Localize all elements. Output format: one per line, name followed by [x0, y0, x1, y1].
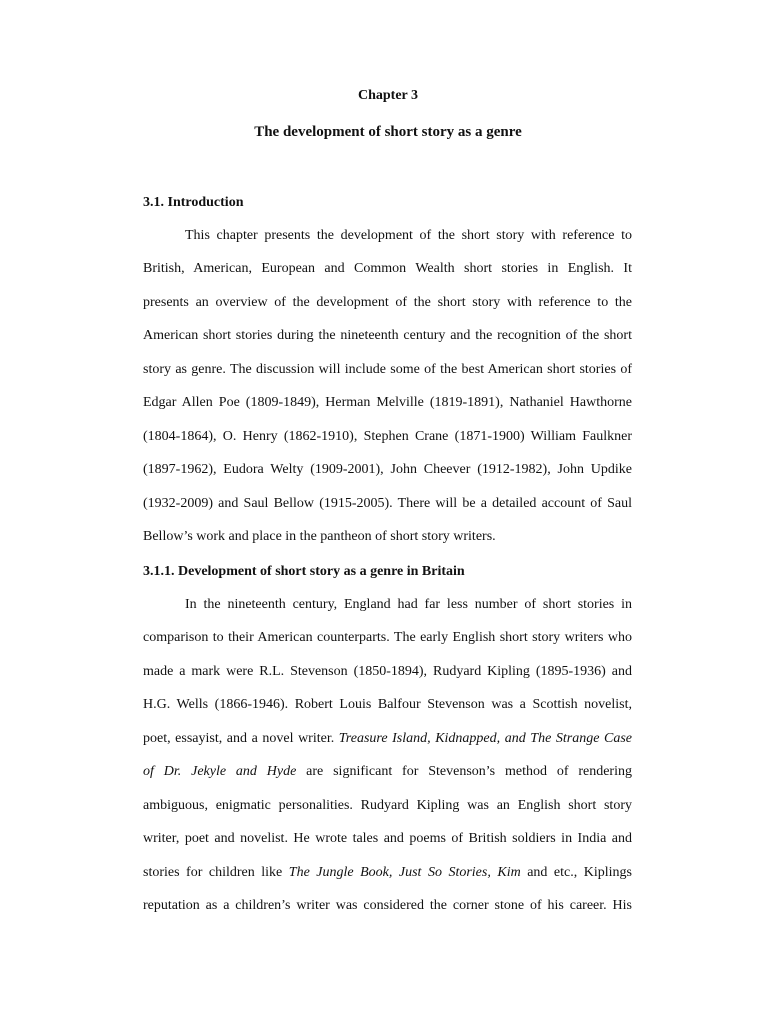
paragraph-line: (1932-2009) and Saul Bellow (1915-2005). There will be a detailed account of Saul: [143, 496, 632, 511]
paragraph-line: made a mark were R.L. Stevenson (1850-1894), Rudyard Kipling (1895-1936) and: [143, 664, 632, 679]
paragraph-line: (1804-1864), O. Henry (1862-1910), Stephen Crane (1871-1900) William Faulkner: [143, 429, 632, 444]
paragraph-line: comparison to their American counterparts. The early English short story writers who: [143, 630, 632, 645]
paragraph-line: [143, 863, 632, 883]
paragraph-line: [143, 762, 632, 782]
paragraph-line: story as genre. The discussion will include some of the best American short stories of: [143, 362, 632, 377]
paragraph-line: (1897-1962), Eudora Welty (1909-2001), John Cheever (1912-1982), John Updike: [143, 462, 632, 477]
section-heading-britain: 3.1.1. Development of short story as a genre in Britain: [143, 564, 465, 579]
paragraph-line: Bellow’s work and place in the pantheon of short story writers.: [143, 529, 496, 544]
paragraph-line: ambiguous, enigmatic personalities. Rudyard Kipling was an English short story: [143, 798, 632, 813]
line-text: are significant for Stevenson’s method of rendering: [296, 764, 632, 779]
paragraph-line: This chapter presents the development of the short story with reference to: [185, 228, 632, 243]
paragraph-line: Edgar Allen Poe (1809-1849), Herman Melville (1819-1891), Nathaniel Hawthorne: [143, 395, 632, 410]
line-text: and etc., Kiplings: [520, 865, 632, 880]
line-text: poet, essayist, and a novel writer.: [143, 731, 339, 746]
paragraph-line: writer, poet and novelist. He wrote tales and poems of British soldiers in India and: [143, 831, 632, 846]
chapter-label: Chapter 3: [357, 88, 419, 103]
paragraph-line: H.G. Wells (1866-1946). Robert Louis Balfour Stevenson was a Scottish novelist,: [143, 697, 632, 712]
paragraph-line: presents an overview of the development of the short story with reference to the: [143, 295, 632, 310]
paragraph-line: reputation as a children’s writer was considered the corner stone of his career. His: [143, 898, 632, 913]
italic-book-titles: The Jungle Book, Just So Stories, Kim: [288, 865, 521, 880]
paragraph-line: In the nineteenth century, England had far less number of short stories in: [185, 597, 632, 612]
paragraph-line: American short stories during the nineteenth century and the recognition of the short: [143, 328, 632, 343]
italic-book-titles: of Dr. Jekyle and Hyde: [143, 764, 297, 779]
section-heading-introduction: 3.1. Introduction: [143, 195, 244, 210]
chapter-title: The development of short story as a genre: [254, 124, 522, 140]
paragraph-line: [143, 729, 632, 749]
italic-book-titles: Treasure Island, Kidnapped, and The Strange Case: [338, 731, 632, 746]
line-text: stories for children like: [143, 865, 289, 880]
paragraph-line: British, American, European and Common Wealth short stories in English. It: [143, 261, 632, 276]
